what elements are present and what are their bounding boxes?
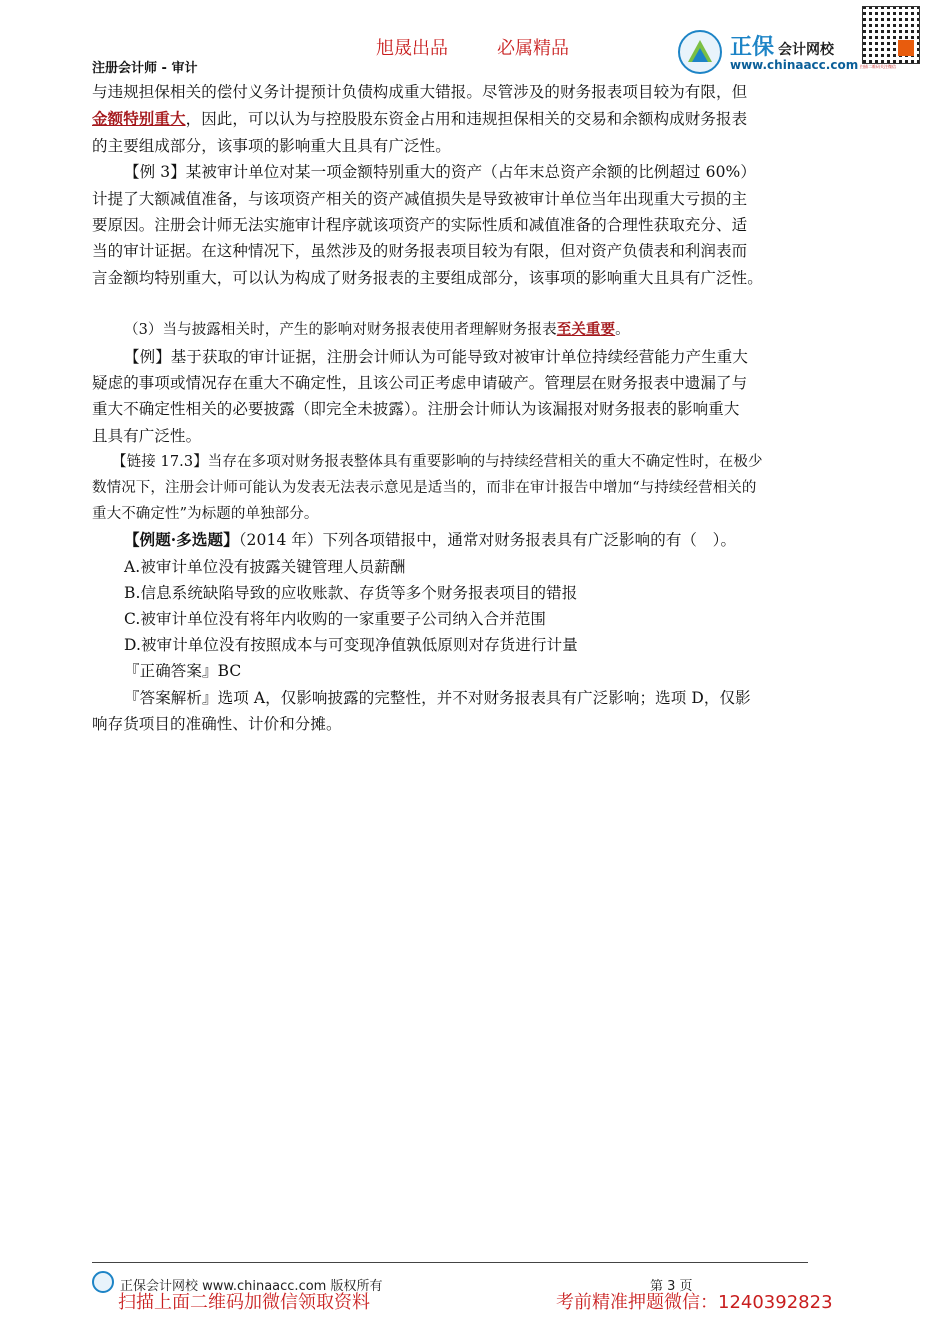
emphasis-text: 金额特别重大 <box>92 109 186 128</box>
header-promo-left: 旭晟出品 <box>376 38 448 59</box>
p1-line1: 与违规担保相关的偿付义务计提预计负债构成重大错报。尽管涉及的财务报表项目较为有限，但 <box>92 83 748 101</box>
link-line3: 重大不确定性”为标题的单独部分。 <box>92 506 319 522</box>
option-a: A.被审计单位没有披露关键管理人员薪酬 <box>124 558 406 576</box>
ex3-line1: 【例 3】某被审计单位对某一项金额特别重大的资产（占年末总资产余额的比例超过 60%） <box>124 163 756 181</box>
course-title: 注册会计师 - 审计 <box>92 61 198 76</box>
section3-line: （3）当与披露相关时，产生的影响对财务报表使用者理解财务报表至关重要。 <box>124 321 630 338</box>
question-line: 【例题·多选题】（2014 年）下列各项错报中，通常对财务报表具有广泛影响的有（ ）。 <box>124 530 737 549</box>
example-line1: 【例】基于获取的审计证据，注册会计师认为可能导致对被审计单位持续经营能力产生重大 <box>124 348 749 366</box>
footer-promo-left: 扫描上面二维码加微信领取资料 <box>118 1292 370 1313</box>
logo-sub: 会计网校 <box>778 42 835 58</box>
option-d: D.被审计单位没有按照成本与可变现净值孰低原则对存货进行计量 <box>124 636 578 654</box>
header-promo-right: 必属精品 <box>497 38 569 59</box>
page-number: 第 3 页 <box>650 1279 693 1294</box>
option-c: C.被审计单位没有将年内收购的一家重要子公司纳入合并范围 <box>124 610 547 628</box>
qr-note: 扫描二维码关注微信 <box>860 64 896 69</box>
ex3-line3: 要原因。注册会计师无法实施审计程序就该项资产的实际性质和减值准备的合理性获取充分、适 <box>92 216 748 234</box>
example-line2: 疑虑的事项或情况存在重大不确定性，且该公司正考虑申请破产。管理层在财务报表中遗漏了与 <box>92 374 748 392</box>
footer-logo-icon <box>92 1271 114 1293</box>
analysis-line1: 『答案解析』选项 A，仅影响披露的完整性，并不对财务报表具有广泛影响；选项 D，仅影 <box>124 689 751 707</box>
answer-line: 『正确答案』BC <box>124 662 242 680</box>
example-line4: 且具有广泛性。 <box>92 427 202 445</box>
footer-promo-right: 考前精准押题微信：1240392823 <box>556 1292 833 1313</box>
footer-divider <box>92 1262 808 1263</box>
ex3-line5: 言金额均特别重大，可以认为构成了财务报表的主要组成部分，该事项的影响重大且具有广泛性。 <box>92 269 763 287</box>
question-label: 【例题·多选题】 <box>124 530 239 549</box>
logo-name: 正保 <box>730 35 775 60</box>
ex3-line2: 计提了大额减值准备，与该项资产相关的资产减值损失是导致被审计单位当年出现重大亏损的主 <box>92 190 748 208</box>
ex3-line4: 当的审计证据。在这种情况下，虽然涉及的财务报表项目较为有限，但对资产负债表和利润表而 <box>92 242 748 260</box>
link-line1: 【链接 17.3】当存在多项对财务报表整体具有重要影响的与持续经营相关的重大不确定性时，在极少 <box>112 454 763 470</box>
logo-url: www.chinaacc.com <box>730 58 859 72</box>
option-b: B.信息系统缺陷导致的应收账款、存货等多个财务报表项目的错报 <box>124 584 578 602</box>
link-line2: 数情况下，注册会计师可能认为发表无法表示意见是适当的，而非在审计报告中增加“与持续经营相关的 <box>92 480 757 496</box>
emphasis-text: 至关重要 <box>556 321 616 338</box>
example-line3: 重大不确定性相关的必要披露（即完全未披露）。注册会计师认为该漏报对财务报表的影响重大 <box>92 400 740 418</box>
p1-line3: 的主要组成部分，该事项的影响重大且具有广泛性。 <box>92 137 451 155</box>
logo-mark-icon <box>678 30 722 74</box>
analysis-line2: 响存货项目的准确性、计价和分摊。 <box>92 715 342 733</box>
footer-copyright: 正保会计网校 www.chinaacc.com 版权所有 <box>120 1279 383 1294</box>
qr-badge-icon <box>898 40 914 56</box>
chinaacc-logo[interactable] <box>678 28 858 76</box>
p1-line2: 金额特别重大，因此，可以认为与控股股东资金占用和违规担保相关的交易和余额构成财务报表 <box>92 109 748 128</box>
